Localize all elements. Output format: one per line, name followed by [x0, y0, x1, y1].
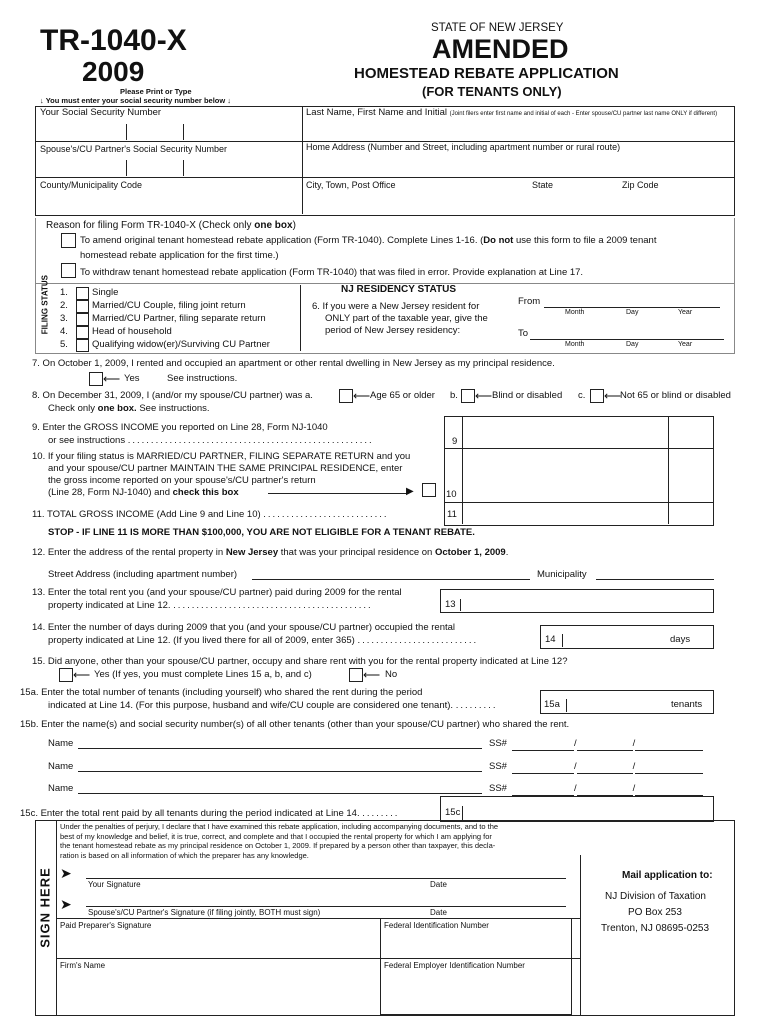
filing-status-checkbox-1[interactable] — [76, 287, 89, 300]
ssn-note-text: You must enter your social security number below — [45, 96, 226, 105]
name-label: Last Name, First Name and Initial (Joint filers enter first name and initial of each - Enter spouse/CU partner last name ONLY if different) — [306, 107, 718, 118]
line15c-num: 15c — [445, 807, 461, 818]
sign-arrow-icon: ➤ — [60, 896, 72, 912]
address-input[interactable] — [304, 154, 732, 176]
arrow-left-icon: ⟵ — [353, 389, 371, 403]
line7-yes-checkbox[interactable] — [89, 372, 103, 386]
line15-text: 15. Did anyone, other than your spouse/CU partner, occupy and share rent with you for the rental property indicated at Line 12? — [32, 656, 568, 667]
your-signature-label: Your Signature — [88, 880, 141, 889]
line12-muni-input[interactable] — [596, 579, 714, 580]
line9-line1: 9. Enter the GROSS INCOME you reported on Line 28, Form NJ-1040 — [32, 422, 328, 433]
sign-arrow-icon: ➤ — [60, 865, 72, 881]
from-month-label: Month — [565, 309, 585, 316]
line11-text: 11. TOTAL GROSS INCOME (Add Line 9 and Line 10) ........................... — [32, 509, 389, 520]
arrow-left-icon: ⟵ — [604, 389, 622, 403]
preparer-signature-input[interactable] — [60, 932, 370, 958]
line8-text: 8. On December 31, 2009, I (and/or my spouse/CU partner) was a. — [32, 390, 313, 401]
residency-line1: 6. If you were a New Jersey resident for — [312, 301, 480, 312]
line8a-label: Age 65 or older — [370, 390, 435, 401]
line8c-label: Not 65 or blind or disabled — [620, 390, 731, 401]
line10-input[interactable] — [464, 450, 667, 500]
line12-street-label: Street Address (including apartment number) — [48, 569, 238, 580]
name-input[interactable] — [304, 120, 732, 140]
tenant-ssn-label: SS# — [489, 761, 507, 772]
fed-id-label: Federal Identification Number — [384, 921, 489, 930]
state-label: STATE OF NEW JERSEY — [431, 22, 564, 34]
line10-checkbox[interactable] — [422, 483, 436, 497]
dot-leader: ........ — [362, 808, 400, 819]
to-day-label: Day — [626, 341, 639, 348]
mail-line2: PO Box 253 — [628, 907, 682, 918]
filing-status-checkbox-2[interactable] — [76, 300, 89, 313]
city-label: City, Town, Post Office — [306, 180, 396, 190]
perjury-line: Under the penalties of perjury, I declare that I have examined this rebate application, including accompanying documents, and to the — [60, 822, 499, 831]
filing-status-num: 1. — [60, 287, 68, 298]
filing-status-label-2: Married/CU Couple, filing joint return — [92, 300, 246, 311]
sign-here-label: SIGN HERE — [37, 867, 53, 948]
line8a-checkbox[interactable] — [339, 389, 353, 403]
arrow-left-icon: ⟵ — [73, 668, 91, 682]
line10-line3: the gross income reported on your spouse's/CU partner's return — [48, 475, 316, 486]
form-year: 2009 — [82, 56, 145, 87]
reason-heading: Reason for filing Form TR-1040-X (Check only one box) — [46, 220, 296, 231]
tenant-name-label: Name — [48, 738, 74, 749]
dot-leader: ........................... — [263, 509, 389, 520]
line14-line2: property indicated at Line 12. (If you lived there for all of 2009, enter 365) .......................... — [48, 635, 479, 646]
filing-status-num: 4. — [60, 326, 68, 337]
fed-id-input[interactable] — [384, 932, 568, 956]
stop-warning: STOP - IF LINE 11 IS MORE THAN $100,000, YOU ARE NOT ELIGIBLE FOR A TENANT REBATE. — [48, 527, 475, 538]
tenant-ssn-input-3[interactable]: / / — [512, 784, 703, 796]
reason-amend-text: To amend original tenant homestead rebate application (Form TR-1040). Complete Lines 1-16. (Do not use this form to file a 2009 tenant — [80, 235, 657, 246]
your-date-label: Date — [430, 880, 447, 889]
state-field-label: State — [532, 180, 554, 190]
zip-input[interactable] — [612, 192, 732, 212]
mail-line3: Trenton, NJ 08695-0253 — [601, 923, 710, 934]
line15c-text: 15c. Enter the total rent paid by all tenants during the period indicated at Line 14. ........ — [20, 808, 400, 819]
line9-input[interactable] — [464, 418, 667, 447]
address-label: Home Address (Number and Street, including apartment number or rural route) — [306, 142, 621, 152]
tenant-name-input-3[interactable] — [78, 793, 482, 794]
line15a-input[interactable] — [568, 692, 664, 711]
residency-to-label: To — [518, 328, 529, 339]
mail-heading: Mail application to: — [622, 870, 713, 881]
arrow-right-icon: ▶ — [406, 486, 414, 497]
dot-leader: ......... — [455, 700, 498, 711]
filing-status-label-3: Married/CU Partner, filing separate return — [92, 313, 266, 324]
perjury-line: best of my knowledge and belief, it is true, correct, and complete and that I occupied the rental property for which I am applying for — [60, 831, 492, 841]
line12-muni-label: Municipality — [537, 569, 587, 580]
line11-num: 11 — [447, 509, 457, 520]
county-input[interactable] — [38, 192, 300, 212]
name-note: (Joint filers enter first name and initial of each - Enter spouse/CU partner last name ONLY if different) — [449, 111, 718, 117]
arrow-left-icon: ⟵ — [363, 668, 381, 682]
line15a-line1: 15a. Enter the total number of tenants (including yourself) who shared the rent during the period — [20, 687, 423, 698]
spouse-date-label: Date — [430, 908, 447, 917]
residency-from-label: From — [518, 296, 541, 307]
line15a-line2: indicated at Line 14. (For this purpose, husband and wife/CU couple are considered one tenant). ......... — [48, 700, 498, 711]
line12-street-input[interactable] — [252, 579, 530, 580]
filing-status-num: 3. — [60, 313, 68, 324]
filing-status-num: 5. — [60, 339, 68, 350]
line10-arrow-line — [268, 493, 408, 494]
tenant-ssn-label: SS# — [489, 738, 507, 749]
from-day-label: Day — [626, 309, 639, 316]
line10-num: 10 — [446, 489, 457, 500]
line15b-text: 15b. Enter the name(s) and social security number(s) of all other tenants (other than your spouse/CU partner) who shared the rent. — [20, 719, 570, 730]
reason-amend-text-2: homestead rebate application for the first time.) — [80, 250, 279, 261]
residency-from-input[interactable] — [544, 307, 720, 308]
line14-unit: days — [670, 634, 691, 645]
firm-label: Firm's Name — [60, 961, 106, 970]
tenant-name-input-2[interactable] — [78, 771, 482, 772]
to-month-label: Month — [565, 341, 585, 348]
line10-line1: 10. If your filing status is MARRIED/CU PARTNER, FILING SEPARATE RETURN and you — [32, 451, 411, 462]
line8c-checkbox[interactable] — [590, 389, 604, 403]
filing-status-checkbox-5[interactable] — [76, 339, 89, 352]
down-arrow-icon: ↓ — [40, 96, 44, 105]
line15a-unit: tenants — [671, 699, 703, 710]
residency-to-input[interactable] — [530, 339, 724, 340]
amended-title: AMENDED — [432, 34, 569, 64]
form-title: HOMESTEAD REBATE APPLICATION — [354, 65, 619, 82]
line14-num: 14 — [545, 634, 556, 645]
spouse-signature-label: Spouse's/CU Partner's Signature (if filing jointly, BOTH must sign) — [88, 908, 321, 917]
dot-leader: .......................... — [357, 635, 479, 646]
line15a-num: 15a — [544, 699, 560, 710]
filing-status-checkbox-3[interactable] — [76, 313, 89, 326]
line15-no-checkbox[interactable] — [349, 668, 363, 682]
line7-text: 7. On October 1, 2009, I rented and occupied an apartment or other rental dwelling in New Jersey as my principal residence. — [32, 358, 555, 369]
reason-withdraw-checkbox[interactable] — [61, 263, 76, 278]
residency-line3: period of New Jersey residency: — [325, 325, 461, 336]
to-year-label: Year — [678, 341, 693, 348]
line7-yes-label: Yes — [124, 373, 140, 384]
line9-num: 9 — [452, 436, 458, 447]
filing-status-checkbox-4[interactable] — [76, 326, 89, 339]
tenant-name-label: Name — [48, 783, 74, 794]
dot-leader: ..................................................... — [127, 435, 374, 446]
fed-emp-id-label: Federal Employer Identification Number — [384, 961, 525, 970]
line8b-prefix: b. — [450, 390, 458, 401]
ssn-input[interactable] — [38, 120, 300, 140]
spouse-ssn-label: Spouse's/CU Partner's Social Security Number — [40, 144, 228, 154]
county-label: County/Municipality Code — [40, 180, 143, 190]
down-arrow-icon: ↓ — [227, 96, 232, 105]
print-note: Please Print or Type — [120, 87, 192, 96]
tenant-ssn-label: SS# — [489, 783, 507, 794]
spouse-ssn-input[interactable] — [38, 156, 300, 176]
tenant-ssn-input-2[interactable]: / / — [512, 762, 703, 774]
line13-input[interactable] — [462, 591, 710, 610]
perjury-line: ration is based on all information of which the preparer has any knowledge. — [60, 850, 309, 860]
dot-leader: ........................................... — [173, 600, 373, 611]
form-id: TR-1040-X — [40, 24, 187, 57]
line8b-label: Blind or disabled — [492, 390, 563, 401]
state-input[interactable] — [528, 192, 608, 212]
residency-line2: ONLY part of the taxable year, give the — [325, 313, 488, 324]
filing-status-label: FILING STATUS — [40, 274, 50, 335]
your-signature-input[interactable] — [86, 878, 566, 879]
preparer-label: Paid Preparer's Signature — [60, 921, 152, 930]
filing-status-label-4: Head of household — [92, 326, 172, 337]
ssn-note — [40, 97, 231, 106]
firm-name-input[interactable] — [60, 972, 370, 1010]
spouse-signature-input[interactable] — [86, 906, 566, 907]
city-input[interactable] — [304, 192, 524, 212]
mail-line1: NJ Division of Taxation — [605, 891, 706, 902]
line10-line2: and your spouse/CU partner MAINTAIN THE SAME PRINCIPAL RESIDENCE, enter — [48, 463, 403, 474]
arrow-left-icon: ⟵ — [103, 372, 121, 386]
line14-input[interactable] — [564, 627, 664, 646]
line7-see: See instructions. — [167, 373, 238, 384]
line8c-prefix: c. — [578, 390, 586, 401]
line14-line1: 14. Enter the number of days during 2009 that you (and your spouse/CU partner) occupied the rental — [32, 622, 456, 633]
line15c-input[interactable] — [464, 798, 710, 818]
fed-emp-id-input[interactable] — [384, 972, 568, 1010]
tenant-ssn-input-1[interactable]: / / — [512, 739, 703, 751]
line11-input[interactable] — [464, 504, 667, 523]
reason-withdraw-text: To withdraw tenant homestead rebate application (Form TR-1040) that was filed in error. Provide explanation at Line 17. — [80, 267, 584, 278]
from-year-label: Year — [678, 309, 693, 316]
line12-text: 12. Enter the address of the rental property in New Jersey that was your principal residence on October 1, 2009. — [32, 547, 509, 558]
filing-status-num: 2. — [60, 300, 68, 311]
line13-num: 13 — [445, 599, 456, 610]
line13-line1: 13. Enter the total rent you (and your spouse/CU partner) paid during 2009 for the rental — [32, 587, 402, 598]
filing-status-label-5: Qualifying widow(er)/Surviving CU Partner — [92, 339, 270, 350]
perjury-line: the tenant homestead rebate as my principal residence on October 1, 2009. If prepared by a person other than taxpayer, this decla- — [60, 841, 496, 850]
tenant-name-input-1[interactable] — [78, 748, 482, 749]
line8b-checkbox[interactable] — [461, 389, 475, 403]
tenant-name-label: Name — [48, 761, 74, 772]
line10-line4: (Line 28, Form NJ-1040) and check this box — [48, 487, 239, 498]
line9-line2: or see instructions ..................................................... — [48, 435, 374, 446]
residency-heading: NJ RESIDENCY STATUS — [341, 284, 457, 295]
ssn-label: Your Social Security Number — [40, 107, 162, 118]
reason-amend-checkbox[interactable] — [61, 233, 76, 248]
line13-line2: property indicated at Line 12. ........................................... — [48, 600, 373, 611]
zip-label: Zip Code — [622, 180, 659, 190]
form-subtitle: (FOR TENANTS ONLY) — [422, 84, 562, 99]
arrow-left-icon: ⟵ — [475, 389, 493, 403]
line15-yes-checkbox[interactable] — [59, 668, 73, 682]
line15-yes-label: Yes (If yes, you must complete Lines 15 a, b, and c) — [94, 669, 312, 680]
line8-line2: Check only one box. See instructions. — [48, 403, 210, 414]
filing-status-label-1: Single — [92, 287, 119, 298]
line15-no-label: No — [385, 669, 398, 680]
